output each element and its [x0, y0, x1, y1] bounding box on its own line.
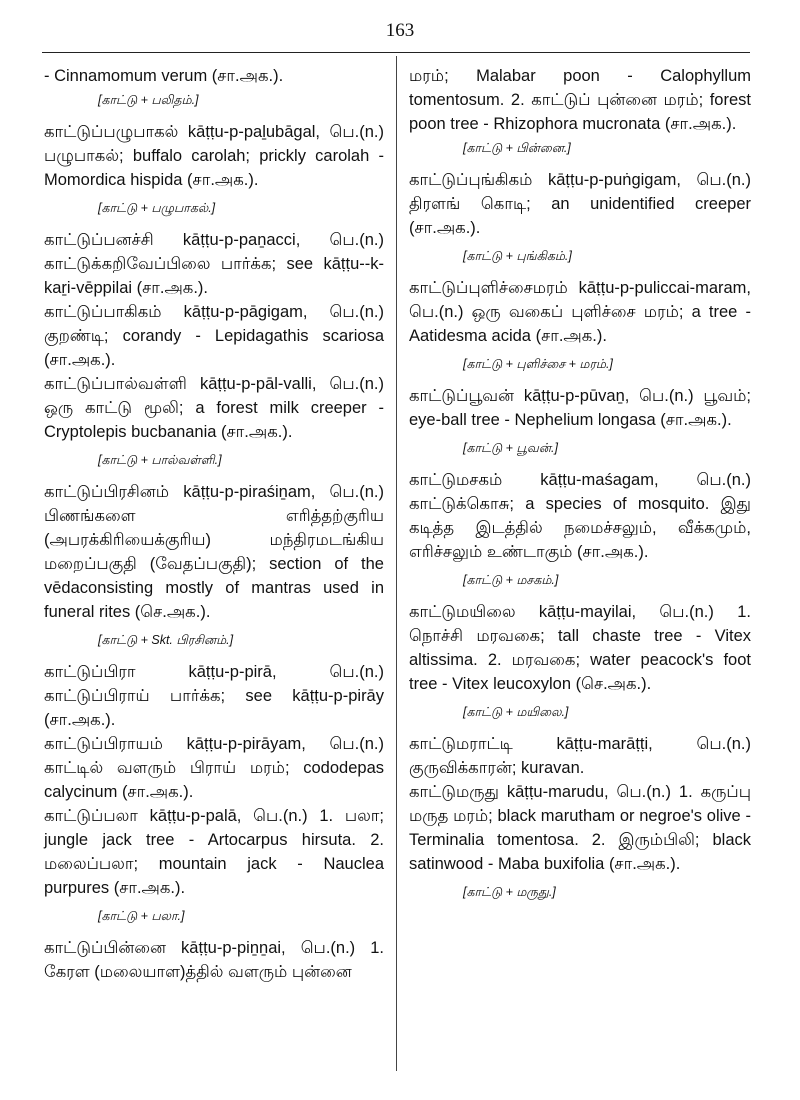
dictionary-entry: காட்டுப்பாகிகம் kāṭṭu-p-pāgigam, பெ.(n.) குறண்டி; corandy - Lepidagathis scariosa (சா.அக.).: [44, 303, 384, 369]
dictionary-entry: மரம்; Malabar poon - Calophyllum tomentosum. 2. காட்டுப் புன்னை மரம்; forest poon tree - Rhizophora mucronata (சா.அக.).: [409, 67, 751, 133]
etymology-note: [காட்டு + பின்னை.]: [463, 141, 571, 155]
dictionary-entry: காட்டுமசகம் kāṭṭu-maśagam, பெ.(n.) காட்டுக்கொசு; a species of mosquito. இது கடித்த இடத்தில் நமைச்சலும், வீக்கமும், எரிச்சலும் உண்டாகும் (சா.அக.).: [409, 471, 751, 561]
dictionary-entry: காட்டுப்பிரசினம் kāṭṭu-p-piraśiṉam, பெ.(n.) பிணங்களை எரித்தற்குரிய (அபரக்கிரியைக்குரிய) மந்திரமடங்கிய மறைப்பகுதி (வேதப்பகுதி); section of the vēdaconsisting mostly of mantras used in funeral rites (செ.அக.).: [44, 483, 384, 621]
etymology-note: [காட்டு + பால்வள்ளி.]: [98, 453, 222, 467]
etymology-note: [காட்டு + Skt. பிரசினம்.]: [98, 633, 234, 647]
dictionary-entry: - Cinnamomum verum (சா.அக.).: [44, 67, 284, 85]
etymology-note: [காட்டு + மயிலை.]: [463, 705, 569, 719]
dictionary-entry: காட்டுமயிலை kāṭṭu-mayilai, பெ.(n.) 1. நொச்சி மரவகை; tall chaste tree - Vitex altissima. 2. மரவகை; water peacock's foot tree - Vitex leucoxylon (செ.அக.).: [409, 603, 751, 693]
dictionary-entry: காட்டுப்புளிச்சைமரம் kāṭṭu-p-puliccai-maram, பெ.(n.) ஒரு வகைப் புளிச்சை மரம்; a tree - Aatidesma acida (சா.அக.).: [409, 279, 751, 345]
dictionary-entry: காட்டுப்புங்கிகம் kāṭṭu-p-puṅgigam, பெ.(n.) திரளங் கொடி; an unidentified creeper (சா.அக.).: [409, 171, 751, 237]
dictionary-entry: காட்டுப்பனச்சி kāṭṭu-p-paṉacci, பெ.(n.) காட்டுக்கறிவேப்பிலை பார்க்க; see kāṭṭu--k-kaṟi-vēppilai (சா.அக.).: [44, 231, 384, 297]
dictionary-entry: காட்டுப்பலா kāṭṭu-p-palā, பெ.(n.) 1. பலா; jungle jack tree - Artocarpus hirsuta. 2. மலைப்பலா; mountain jack - Nauclea purpures (சா.அக.).: [44, 807, 384, 897]
dictionary-entry: காட்டுப்பழுபாகல் kāṭṭu-p-paḻubāgal, பெ.(n.) பழுபாகல்; buffalo carolah; prickly carolah - Momordica hispida (சா.அக.).: [44, 123, 384, 189]
etymology-note: [காட்டு + புங்கிகம்.]: [463, 249, 572, 263]
dictionary-entry: காட்டுப்பிரா kāṭṭu-p-pirā, பெ.(n.) காட்டுப்பிராய் பார்க்க; see kāṭṭu-p-pirāy (சா.அக.).: [44, 663, 384, 729]
dictionary-entry: காட்டுப்பூவன் kāṭṭu-p-pūvaṉ, பெ.(n.) பூவம்; eye-ball tree - Nephelium longasa (சா.அக.).: [409, 387, 751, 429]
etymology-note: [காட்டு + பழுபாகல்.]: [98, 201, 216, 215]
left-column: [44, 64, 384, 984]
dictionary-entry: காட்டுப்பின்னை kāṭṭu-p-piṉṉai, பெ.(n.) 1. கேரள (மலையாள)த்தில் வளரும் புன்னை: [44, 939, 384, 981]
etymology-note: [காட்டு + பூவன்.]: [463, 441, 558, 455]
dictionary-entry: காட்டுப்பிராயம் kāṭṭu-p-pirāyam, பெ.(n.) காட்டில் வளரும் பிராய் மரம்; cododepas calycinum (சா.அக.).: [44, 735, 384, 801]
etymology-note: [காட்டு + மருது.]: [463, 885, 556, 899]
dictionary-entry: காட்டுமராட்டி kāṭṭu-marāṭṭi, பெ.(n.) குருவிக்காரன்; kuravan.: [409, 735, 751, 777]
etymology-note: [காட்டு + புளிச்சை + மரம்.]: [463, 357, 613, 371]
column-divider: [396, 56, 397, 1071]
header-rule: [42, 52, 750, 53]
etymology-note: [காட்டு + பலா.]: [98, 909, 185, 923]
dictionary-entry: காட்டுமருது kāṭṭu-marudu, பெ.(n.) 1. கருப்பு மருத மரம்; black marutham or negroe's olive - Terminalia tomentosa. 2. இரும்பிலி; black satinwood - Maba buxifolia (சா.அக.).: [409, 783, 751, 873]
right-column: [409, 64, 751, 912]
dictionary-entry: காட்டுப்பால்வள்ளி kāṭṭu-p-pāl-valli, பெ.(n.) ஒரு காட்டு மூலி; a forest milk creeper - Cryptolepis bucbanania (சா.அக.).: [44, 375, 384, 441]
etymology-note: [காட்டு + பலிதம்.]: [98, 93, 199, 107]
etymology-note: [காட்டு + மசகம்.]: [463, 573, 559, 587]
page-number: 163: [385, 20, 415, 41]
